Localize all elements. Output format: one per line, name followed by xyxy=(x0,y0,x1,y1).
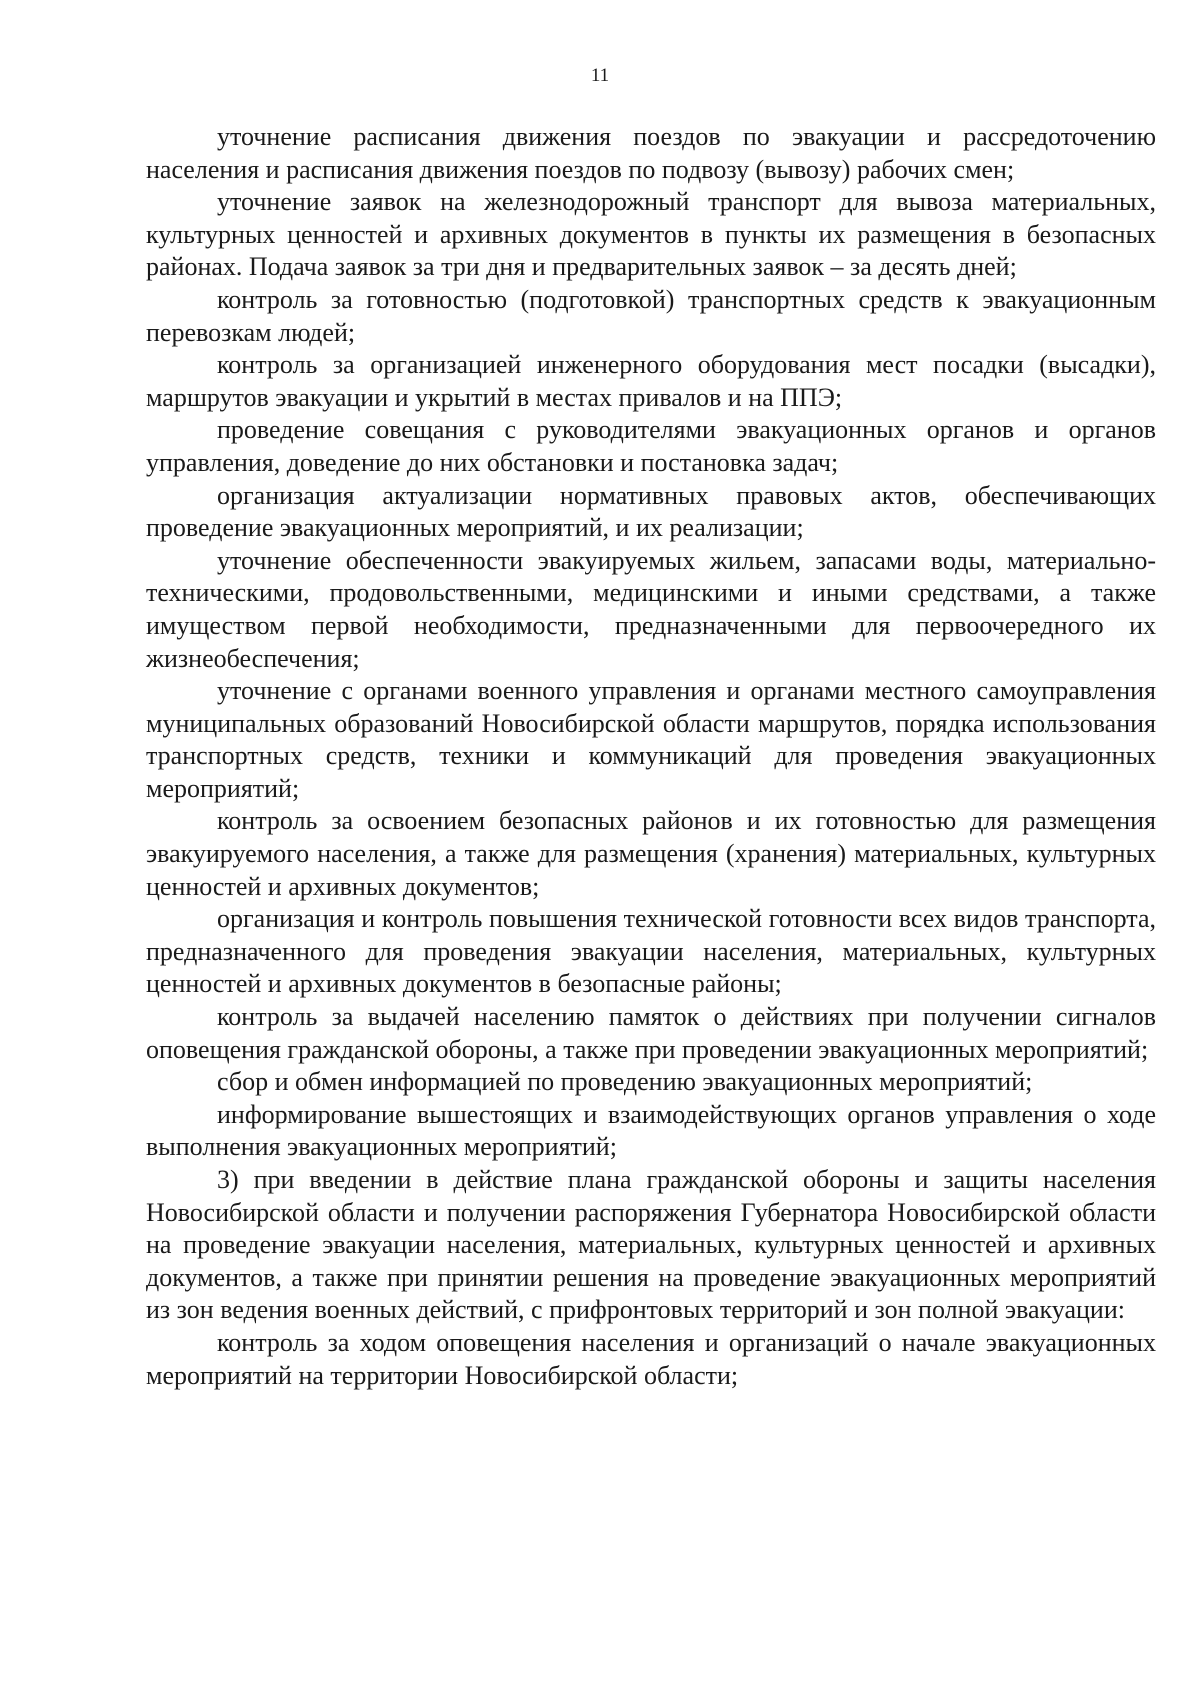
paragraph: контроль за ходом оповещения населения и организаций о начале эвакуационных мероприятий на территории Новосибирской области; xyxy=(146,1327,1156,1390)
paragraph: организация актуализации нормативных правовых актов, обеспечивающих проведение эвакуационных мероприятий, и их реализации; xyxy=(146,480,1156,543)
paragraph: проведение совещания с руководителями эвакуационных органов и органов управления, доведение до них обстановки и постановка задач; xyxy=(146,415,1156,477)
document-body xyxy=(146,121,1156,1392)
paragraph: уточнение расписания движения поездов по эвакуации и рассредоточению населения и расписания движения поездов по подвозу (вывозу) рабочих смен; xyxy=(146,122,1156,184)
paragraph: уточнение обеспеченности эвакуируемых жильем, запасами воды, материально-техническими, продовольственными, медицинскими и иными средствами, а также имуществом первой необходимости, предназначенными для первоочередного их жизнеобеспечения; xyxy=(146,545,1156,673)
paragraph: контроль за выдачей населению памяток о действиях при получении сигналов оповещения гражданской обороны, а также при проведении эвакуационных мероприятий; xyxy=(146,1002,1156,1064)
page-number: 11 xyxy=(590,65,610,86)
paragraph: контроль за готовностью (подготовкой) транспортных средств к эвакуационным перевозкам людей; xyxy=(146,284,1156,347)
paragraph: организация и контроль повышения технической готовности всех видов транспорта, предназначенного для проведения эвакуации населения, материальных, культурных ценностей и архивных документов в безопасные районы; xyxy=(146,904,1156,999)
paragraph: уточнение с органами военного управления и органами местного самоуправления муниципальных образований Новосибирской области маршрутов, порядка использования транспортных средств, техники и коммуникаций для проведения эвакуационных мероприятий; xyxy=(146,676,1156,803)
paragraph: 3) при введении в действие плана гражданской обороны и защиты населения Новосибирской области и получении распоряжения Губернатора Новосибирской области на проведение эвакуации населения, материальных, культурных ценностей и архивных документов, а также при принятии решения на проведение эвакуационных мероприятий из зон ведения военных действий, с прифронтовых территорий и зон полной эвакуации: xyxy=(146,1165,1156,1325)
paragraph: сбор и обмен информацией по проведению эвакуационных мероприятий; xyxy=(217,1067,1033,1097)
paragraph: контроль за организацией инженерного оборудования мест посадки (высадки), маршрутов эвакуации и укрытий в местах привалов и на ППЭ; xyxy=(146,350,1156,412)
paragraph: контроль за освоением безопасных районов и их готовностью для размещения эвакуируемого населения, а также для размещения (хранения) материальных, культурных ценностей и архивных документов; xyxy=(146,806,1156,901)
paragraph: уточнение заявок на железнодорожный транспорт для вывоза материальных, культурных ценностей и архивных документов в пункты их размещения в безопасных районах. Подача заявок за три дня и предварительных заявок – за десять дней; xyxy=(146,187,1156,282)
paragraph: информирование вышестоящих и взаимодействующих органов управления о ходе выполнения эвакуационных мероприятий; xyxy=(146,1099,1156,1162)
